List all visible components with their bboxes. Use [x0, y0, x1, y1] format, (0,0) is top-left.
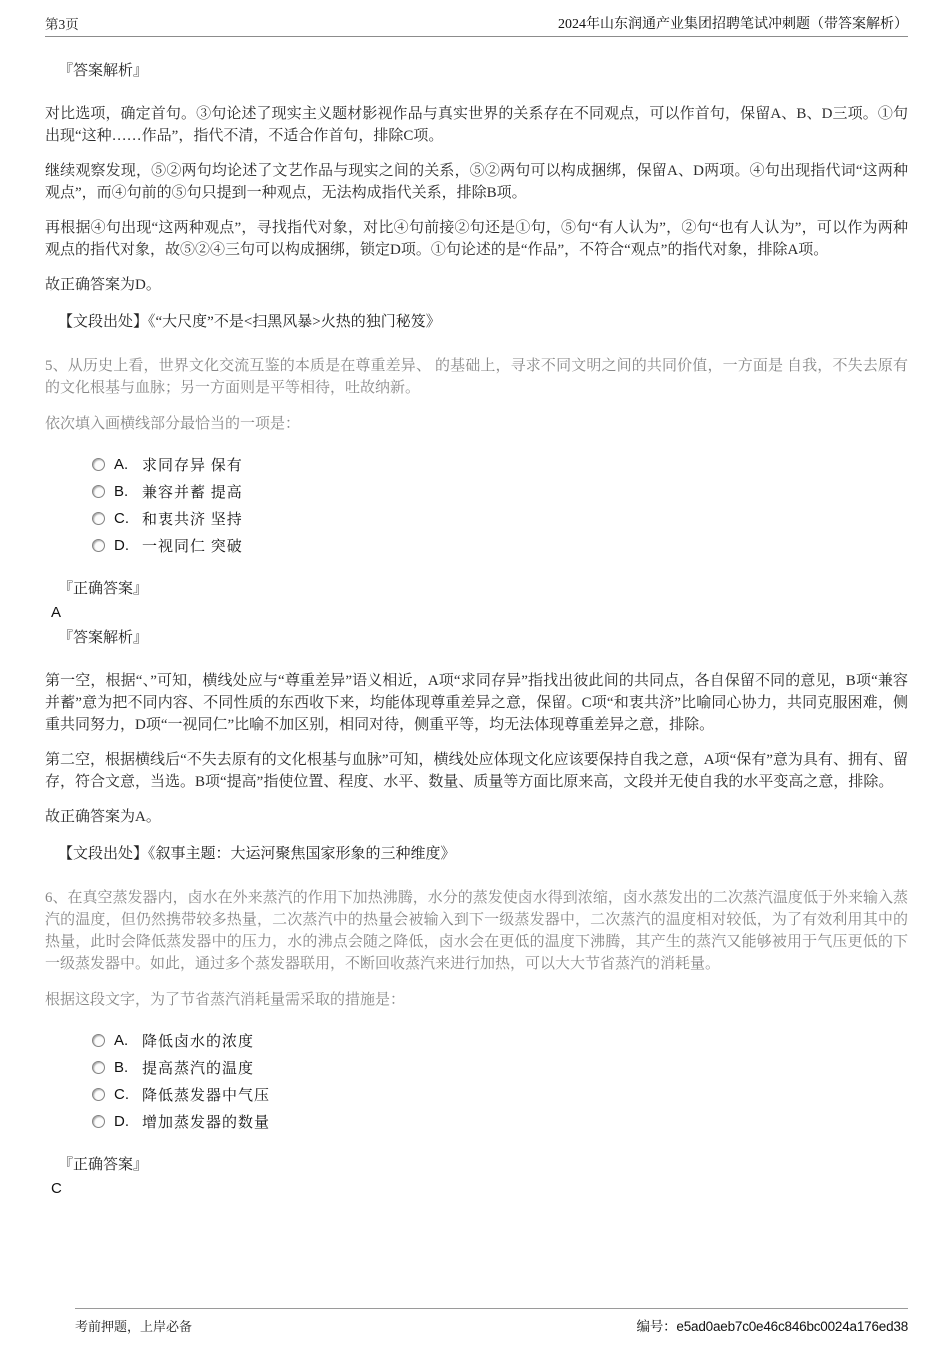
- question5-option-a[interactable]: [45, 451, 908, 477]
- option-letter: A.: [114, 455, 129, 473]
- question6-prompt: 根据这段文字，为了节省蒸汽消耗量需采取的措施是：: [45, 992, 406, 1008]
- correct-answer-heading: 『正确答案』: [58, 581, 149, 597]
- page-footer: [75, 1308, 908, 1335]
- option-text: 一视同仁 突破: [142, 538, 243, 555]
- analysis-paragraph: 再根据④句出现“这两种观点”，寻找指代对象，对比④句前接②句还是①句，⑤句“有人认为”，②句“也有人认为”，可以作为两种观点的指代对象，故⑤②④三句可以构成捆绑，锁定D项。①句论述的是“作品”，不符合“观点”的指代对象，排除A项。: [45, 220, 908, 258]
- option-text: 求同存异 保有: [142, 457, 243, 474]
- question5-prompt: 依次填入画横线部分最恰当的一项是：: [45, 416, 301, 432]
- option-letter: C.: [114, 509, 129, 527]
- question5-option-c[interactable]: [45, 505, 908, 531]
- option-letter: A.: [114, 1031, 129, 1049]
- question6-option-a[interactable]: [45, 1027, 908, 1053]
- question5-options: [45, 451, 908, 558]
- question5-correct-answer: A: [51, 604, 62, 621]
- question6-options: [45, 1027, 908, 1134]
- source-reference: 【文段出处】《叙事主题：大运河聚焦国家形象的三种维度》: [58, 846, 456, 862]
- question5-option-d[interactable]: [45, 532, 908, 558]
- option-text: 增加蒸发器的数量: [142, 1114, 271, 1131]
- option-letter: B.: [114, 1058, 129, 1076]
- radio-button-icon[interactable]: [92, 485, 105, 498]
- radio-button-icon[interactable]: [92, 1088, 105, 1101]
- analysis-paragraph: 对比选项，确定首句。③句论述了现实主义题材影视作品与真实世界的关系存在不同观点，可以作首句，保留A、B、D三项。①句出现“这种……作品”，指代不清，不适合作首句，排除C项。: [45, 106, 908, 144]
- analysis-conclusion: 故正确答案为D。: [45, 277, 161, 293]
- analysis-paragraph: 第二空，根据横线后“不失去原有的文化根基与血脉”可知，横线处应体现文化应该要保持自我之意，A项“保有”意为具有、拥有、留存，符合文意，当选。B项“提高”指使位置、程度、水平、数量、质量等方面比原来高，文段并无使自我的水平变高之意，排除。: [45, 752, 908, 790]
- option-letter: B.: [114, 482, 129, 500]
- radio-button-icon[interactable]: [92, 1061, 105, 1074]
- question6-option-c[interactable]: [45, 1081, 908, 1107]
- footer-slogan: 考前押题，上岸必备: [75, 1319, 193, 1334]
- option-text: 和衷共济 坚持: [142, 511, 243, 528]
- question5-option-b[interactable]: [45, 478, 908, 504]
- option-text: 降低蒸发器中气压: [142, 1087, 271, 1104]
- question6-correct-answer: C: [51, 1180, 62, 1197]
- option-letter: D.: [114, 1112, 129, 1130]
- page-header: [45, 0, 908, 37]
- analysis-paragraph: 第一空，根据“、”可知，横线处应与“尊重差异”语义相近，A项“求同存异”指找出彼此间的共同点，各自保留不同的意见，B项“兼容并蓄”意为把不同内容、不同性质的东西收下来，均能体现尊重差异之意，保留。C项“和衷共济”比喻同心协力，共同克服困难，侧重共同努力，D项“一视同仁”比喻不加区别，相同对待，侧重平等，均无法体现尊重差异之意，排除。: [45, 673, 908, 733]
- document-content: [0, 37, 950, 1198]
- radio-button-icon[interactable]: [92, 539, 105, 552]
- answer-analysis-heading: 『答案解析』: [58, 630, 149, 646]
- option-letter: C.: [114, 1085, 129, 1103]
- analysis-paragraph: 继续观察发现，⑤②两句均论述了文艺作品与现实之间的关系，⑤②两句可以构成捆绑，保留A、D两项。④句出现指代词“这两种观点”，而④句前的⑤句只提到一种观点，无法构成指代关系，排除B项。: [45, 163, 908, 201]
- option-text: 降低卤水的浓度: [142, 1033, 255, 1050]
- radio-button-icon[interactable]: [92, 458, 105, 471]
- radio-button-icon[interactable]: [92, 1034, 105, 1047]
- analysis-conclusion: 故正确答案为A。: [45, 809, 161, 825]
- question6-stem: 6、在真空蒸发器内，卤水在外来蒸汽的作用下加热沸腾，水分的蒸发使卤水得到浓缩，卤水蒸发出的二次蒸汽温度低于外来输入蒸汽的温度，但仍然携带较多热量，二次蒸汽中的热量会被输入到下一级蒸发器中，二次蒸汽的温度相对较低，为了有效利用其中的热量，此时会降低蒸发器中的压力，水的沸点会随之降低，卤水会在更低的温度下沸腾，其产生的蒸汽又能够被用于气压更低的下一级蒸发器中。如此，通过多个蒸发器联用，不断回收蒸汽来进行加热，可以大大节省蒸汽的消耗量。: [45, 890, 908, 972]
- correct-answer-heading: 『正确答案』: [58, 1157, 149, 1173]
- document-title: 2024年山东润通产业集团招聘笔试冲刺题（带答案解析）: [558, 17, 908, 32]
- option-text: 提高蒸汽的温度: [142, 1060, 255, 1077]
- answer-analysis-heading: 『答案解析』: [58, 63, 149, 79]
- question6-option-b[interactable]: [45, 1054, 908, 1080]
- option-letter: D.: [114, 536, 129, 554]
- source-reference: 【文段出处】《“大尺度”不是<扫黑风暴>火热的独门秘笈》: [58, 314, 441, 330]
- question6-option-d[interactable]: [45, 1108, 908, 1134]
- radio-button-icon[interactable]: [92, 512, 105, 525]
- option-text: 兼容并蓄 提高: [142, 484, 243, 501]
- footer-serial-number: 编号：e5ad0aeb7c0e46c846bc0024a176ed38: [636, 1319, 908, 1334]
- radio-button-icon[interactable]: [92, 1115, 105, 1128]
- question5-stem: 5、从历史上看，世界文化交流互鉴的本质是在尊重差异、 的基础上，寻求不同文明之间的共同价值，一方面是 自我，不失去原有的文化根基与血脉；另一方面则是平等相待，吐故纳新。: [45, 358, 908, 396]
- page-number: 第3页: [45, 17, 79, 32]
